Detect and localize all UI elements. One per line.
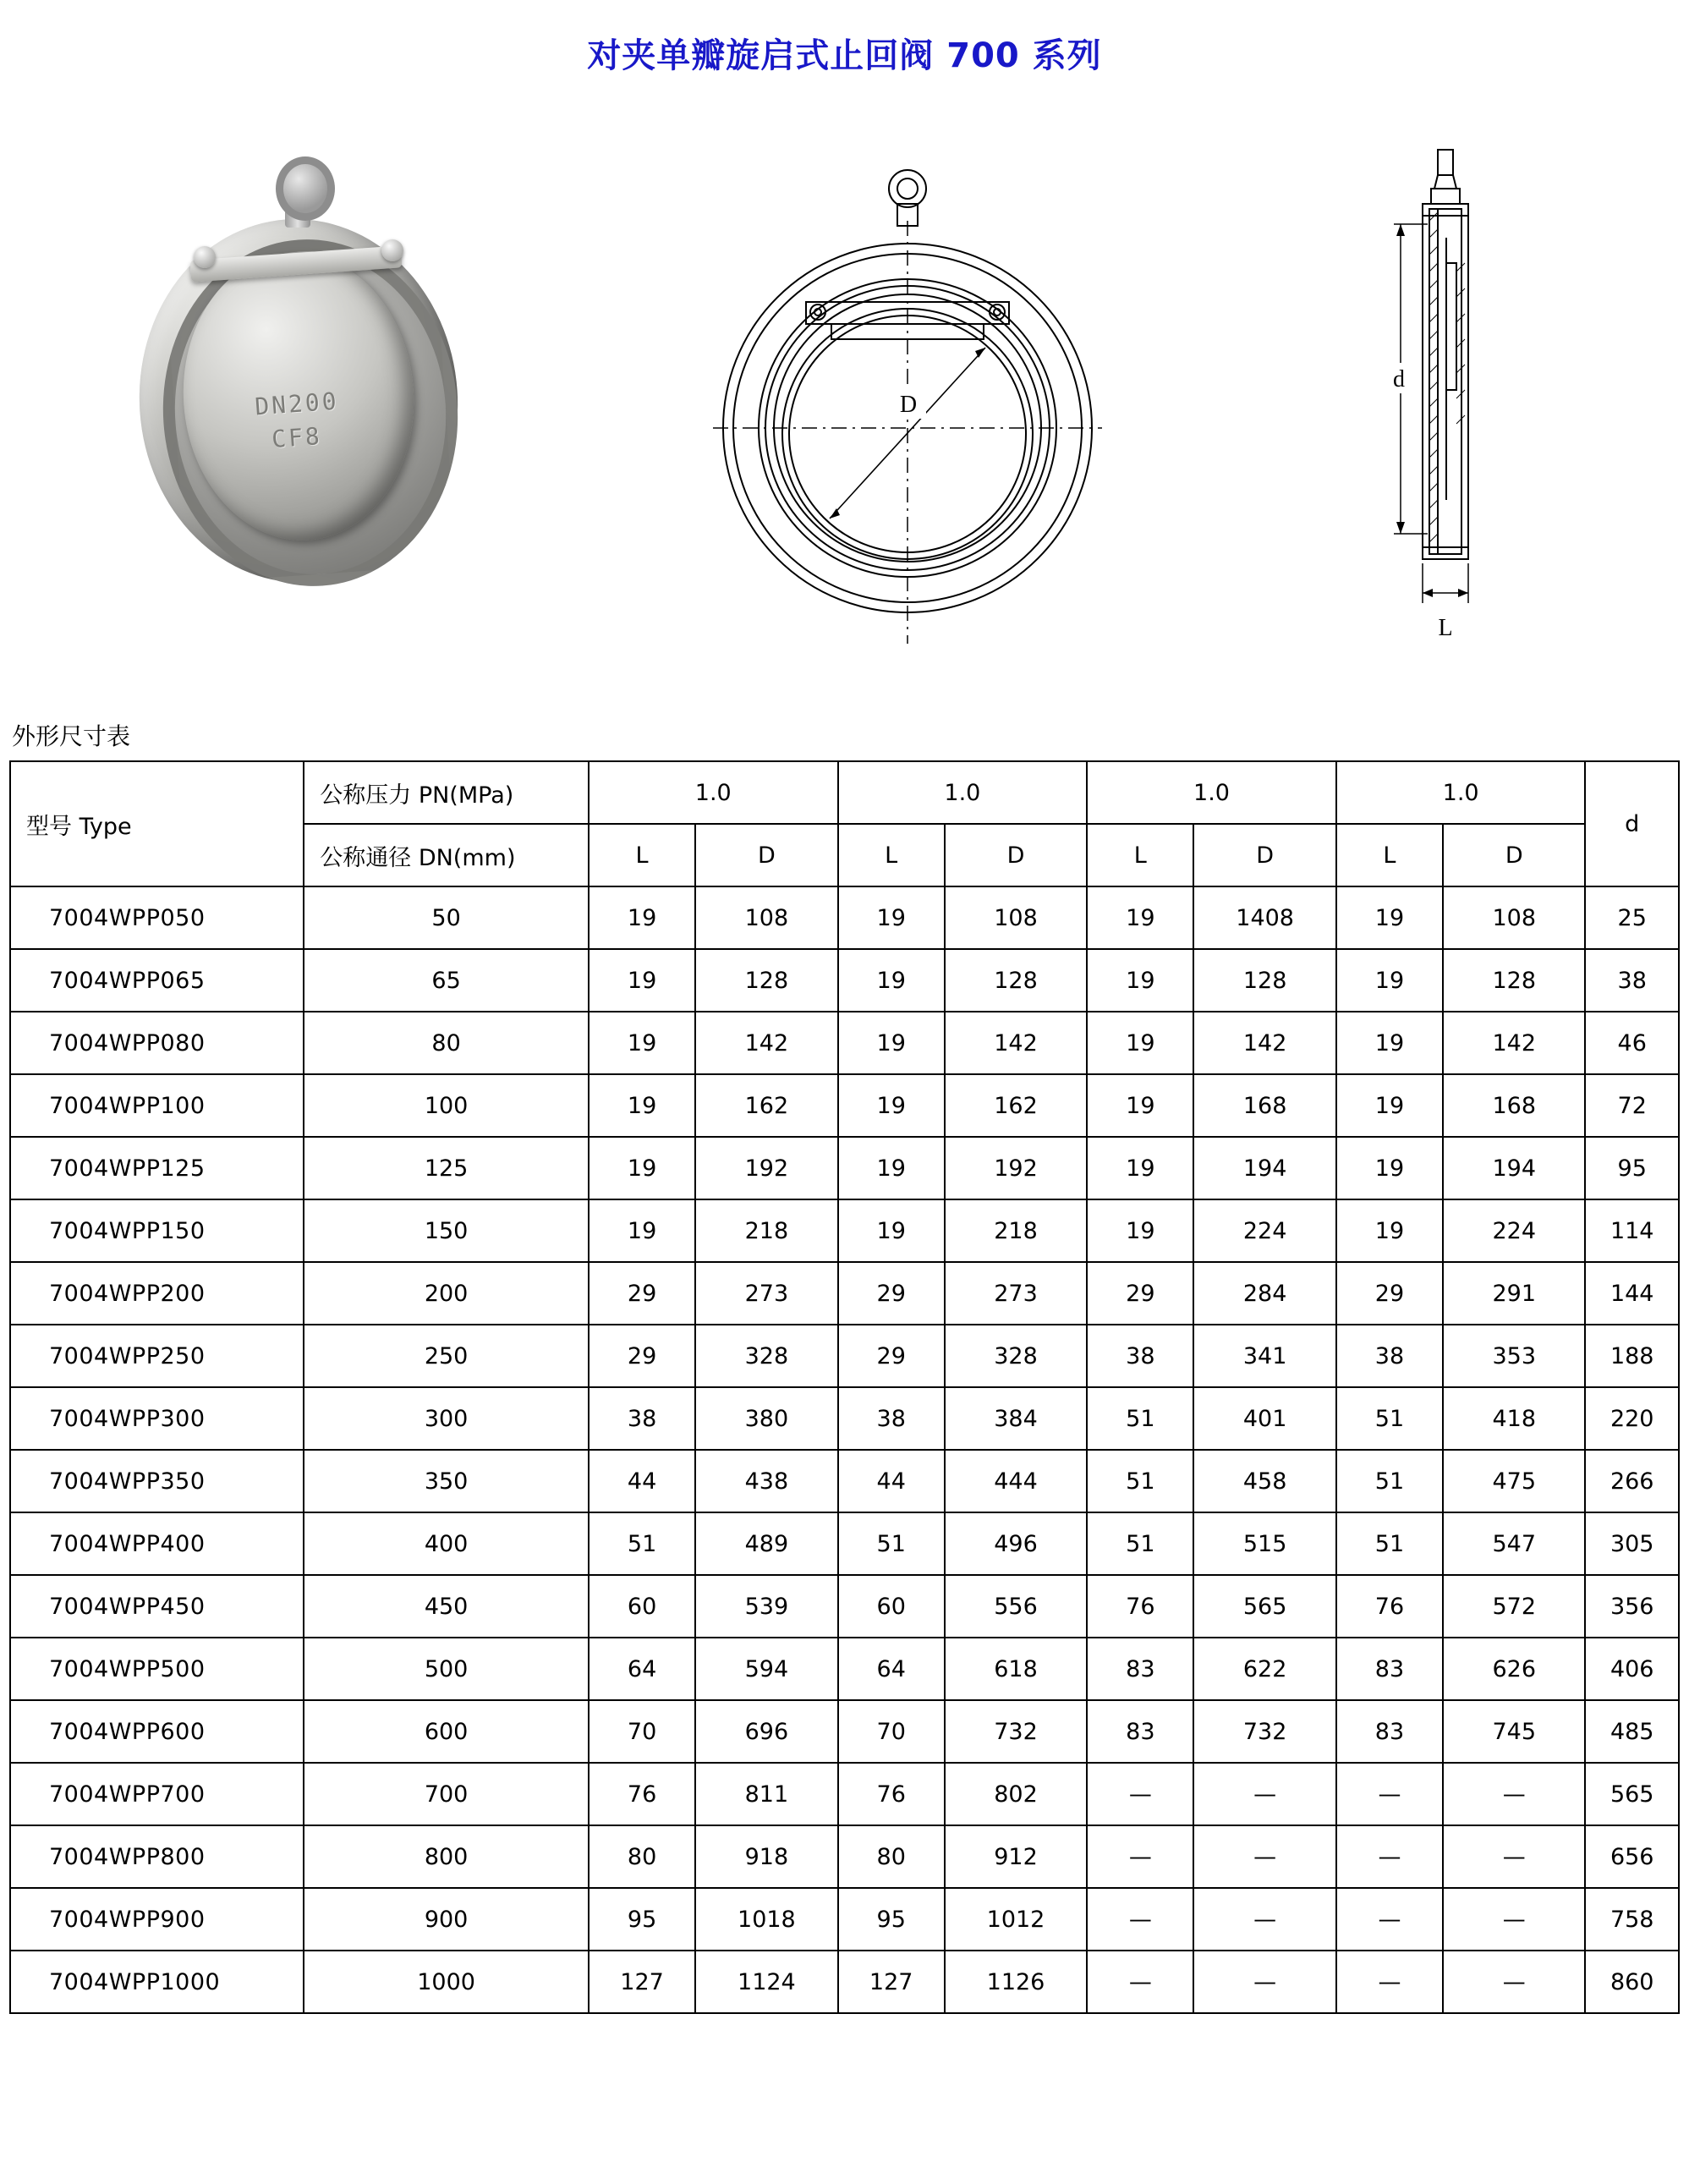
cell-D: 732 <box>945 1700 1087 1763</box>
table-row <box>10 1325 1679 1387</box>
table-row <box>10 1012 1679 1074</box>
side-view-svg <box>1350 136 1561 661</box>
cell-L: 19 <box>838 949 945 1012</box>
cell-D: 458 <box>1193 1450 1335 1512</box>
cell-D: — <box>1443 1888 1585 1951</box>
cell-D: 328 <box>695 1325 837 1387</box>
cell-L: 44 <box>838 1450 945 1512</box>
cell-model: 7004WPP080 <box>10 1012 304 1074</box>
cell-dn: 80 <box>304 1012 589 1074</box>
cell-L: 51 <box>838 1512 945 1575</box>
table-row <box>10 1262 1679 1325</box>
cell-L: 19 <box>1087 886 1193 949</box>
cell-L: 64 <box>838 1638 945 1700</box>
cell-D: 108 <box>1443 886 1585 949</box>
cell-D: 1018 <box>695 1888 837 1951</box>
cell-L: 76 <box>1336 1575 1443 1638</box>
header-pn-group-4: 1.0 <box>1336 761 1586 824</box>
cell-model: 7004WPP600 <box>10 1700 304 1763</box>
table-row <box>10 886 1679 949</box>
cell-L: 19 <box>589 949 695 1012</box>
cell-D: 622 <box>1193 1638 1335 1700</box>
cell-D: 539 <box>695 1575 837 1638</box>
cell-L: 60 <box>838 1575 945 1638</box>
cell-dn: 100 <box>304 1074 589 1137</box>
header-L-2: L <box>838 824 945 886</box>
cell-model: 7004WPP150 <box>10 1199 304 1262</box>
cell-D: — <box>1193 1888 1335 1951</box>
cell-D: 192 <box>695 1137 837 1199</box>
cell-D: 192 <box>945 1137 1087 1199</box>
cell-L: 70 <box>589 1700 695 1763</box>
cell-L: — <box>1336 1951 1443 2013</box>
cell-D: 444 <box>945 1450 1087 1512</box>
cell-L: 51 <box>1087 1450 1193 1512</box>
cell-L: 80 <box>589 1825 695 1888</box>
cell-L: — <box>1087 1951 1193 2013</box>
cell-D: 745 <box>1443 1700 1585 1763</box>
cell-L: 19 <box>1336 1012 1443 1074</box>
cell-dn: 150 <box>304 1199 589 1262</box>
table-row <box>10 1199 1679 1262</box>
front-view-svg <box>705 136 1110 661</box>
side-view-label-d: d <box>1392 366 1405 392</box>
cell-D: — <box>1443 1951 1585 2013</box>
cell-dn: 200 <box>304 1262 589 1325</box>
cell-D: 802 <box>945 1763 1087 1825</box>
cell-L: 83 <box>1336 1700 1443 1763</box>
cell-model: 7004WPP500 <box>10 1638 304 1700</box>
cell-D: 594 <box>695 1638 837 1700</box>
cell-dn: 250 <box>304 1325 589 1387</box>
cell-d: 266 <box>1585 1450 1679 1512</box>
cell-L: — <box>1087 1825 1193 1888</box>
cell-D: 353 <box>1443 1325 1585 1387</box>
cell-L: 29 <box>589 1262 695 1325</box>
cell-D: 1126 <box>945 1951 1087 2013</box>
cell-D: 1408 <box>1193 886 1335 949</box>
cell-D: 912 <box>945 1825 1087 1888</box>
header-dn: 公称通径 DN(mm) <box>304 824 589 886</box>
cell-D: 194 <box>1193 1137 1335 1199</box>
cell-D: — <box>1193 1951 1335 2013</box>
header-type: 型号 Type <box>10 761 304 886</box>
cell-D: 696 <box>695 1700 837 1763</box>
cell-d: 114 <box>1585 1199 1679 1262</box>
cell-L: 127 <box>589 1951 695 2013</box>
cell-L: 44 <box>589 1450 695 1512</box>
cell-D: — <box>1193 1763 1335 1825</box>
cell-D: 273 <box>695 1262 837 1325</box>
cell-D: — <box>1443 1763 1585 1825</box>
cell-d: 38 <box>1585 949 1679 1012</box>
cell-L: 51 <box>1087 1512 1193 1575</box>
cell-model: 7004WPP200 <box>10 1262 304 1325</box>
cell-D: 626 <box>1443 1638 1585 1700</box>
cell-D: 496 <box>945 1512 1087 1575</box>
cell-L: 19 <box>838 1199 945 1262</box>
cell-L: 29 <box>589 1325 695 1387</box>
header-L-1: L <box>589 824 695 886</box>
cell-L: 19 <box>1336 1074 1443 1137</box>
swing-check-valve-photo <box>128 145 466 652</box>
cell-D: 618 <box>945 1638 1087 1700</box>
cell-d: 305 <box>1585 1512 1679 1575</box>
cell-d: 356 <box>1585 1575 1679 1638</box>
cell-D: 168 <box>1443 1074 1585 1137</box>
cell-L: 19 <box>838 1012 945 1074</box>
cell-D: 284 <box>1193 1262 1335 1325</box>
cell-D: 547 <box>1443 1512 1585 1575</box>
cell-d: 485 <box>1585 1700 1679 1763</box>
cell-model: 7004WPP350 <box>10 1450 304 1512</box>
cell-d: 46 <box>1585 1012 1679 1074</box>
cell-model: 7004WPP450 <box>10 1575 304 1638</box>
cell-L: 76 <box>1087 1575 1193 1638</box>
hinge-pin-left <box>194 246 216 268</box>
table-row <box>10 1888 1679 1951</box>
cell-D: 194 <box>1443 1137 1585 1199</box>
cell-d: 565 <box>1585 1763 1679 1825</box>
cell-L: — <box>1336 1825 1443 1888</box>
hinge-pin-right <box>381 239 403 261</box>
table-row <box>10 1700 1679 1763</box>
cell-d: 656 <box>1585 1825 1679 1888</box>
cell-d: 188 <box>1585 1325 1679 1387</box>
cell-D: 515 <box>1193 1512 1335 1575</box>
header-pn-group-2: 1.0 <box>838 761 1088 824</box>
cell-D: — <box>1443 1825 1585 1888</box>
cell-L: 51 <box>1336 1450 1443 1512</box>
cell-L: 19 <box>589 1199 695 1262</box>
cell-dn: 700 <box>304 1763 589 1825</box>
cell-L: 76 <box>838 1763 945 1825</box>
cell-L: 19 <box>1087 1012 1193 1074</box>
cell-D: 224 <box>1443 1199 1585 1262</box>
cell-model: 7004WPP800 <box>10 1825 304 1888</box>
cell-L: 70 <box>838 1700 945 1763</box>
cell-L: 80 <box>838 1825 945 1888</box>
cell-D: 380 <box>695 1387 837 1450</box>
cell-D: 328 <box>945 1325 1087 1387</box>
cell-L: 60 <box>589 1575 695 1638</box>
cell-L: — <box>1087 1763 1193 1825</box>
cell-D: 556 <box>945 1575 1087 1638</box>
cell-dn: 125 <box>304 1137 589 1199</box>
valve-marking-dn: DN200 <box>254 387 340 421</box>
cell-L: 83 <box>1087 1700 1193 1763</box>
cell-L: 19 <box>1087 1074 1193 1137</box>
cell-model: 7004WPP125 <box>10 1137 304 1199</box>
side-view-drawing <box>1350 136 1561 661</box>
cell-D: 273 <box>945 1262 1087 1325</box>
cell-L: 19 <box>1336 1137 1443 1199</box>
cell-D: 142 <box>695 1012 837 1074</box>
cell-D: 384 <box>945 1387 1087 1450</box>
dimensions-table <box>9 760 1680 2014</box>
table-row <box>10 1825 1679 1888</box>
cell-D: 162 <box>945 1074 1087 1137</box>
header-D-2: D <box>945 824 1087 886</box>
cell-L: 127 <box>838 1951 945 2013</box>
cell-D: 162 <box>695 1074 837 1137</box>
cell-L: 51 <box>589 1512 695 1575</box>
cell-L: 19 <box>838 1074 945 1137</box>
cell-D: 128 <box>1193 949 1335 1012</box>
header-D-3: D <box>1193 824 1335 886</box>
cell-L: 19 <box>1087 949 1193 1012</box>
page-title: 对夹单瓣旋启式止回阀 700 系列 <box>587 36 1102 75</box>
cell-D: 489 <box>695 1512 837 1575</box>
table-row <box>10 1763 1679 1825</box>
cell-L: 38 <box>1087 1325 1193 1387</box>
front-view-drawing <box>705 136 1110 661</box>
table-row <box>10 1512 1679 1575</box>
cell-d: 95 <box>1585 1137 1679 1199</box>
cell-model: 7004WPP400 <box>10 1512 304 1575</box>
cell-d: 220 <box>1585 1387 1679 1450</box>
header-pressure: 公称压力 PN(MPa) <box>304 761 589 824</box>
header-D-1: D <box>695 824 837 886</box>
cell-L: 29 <box>838 1325 945 1387</box>
cell-d: 758 <box>1585 1888 1679 1951</box>
table-row <box>10 1575 1679 1638</box>
cell-model: 7004WPP300 <box>10 1387 304 1450</box>
cell-L: — <box>1087 1888 1193 1951</box>
cell-L: 51 <box>1087 1387 1193 1450</box>
cell-L: 95 <box>838 1888 945 1951</box>
cell-L: 51 <box>1336 1512 1443 1575</box>
table-row <box>10 1638 1679 1700</box>
cell-dn: 500 <box>304 1638 589 1700</box>
cell-D: 918 <box>695 1825 837 1888</box>
valve-marking-material: CF8 <box>271 421 324 454</box>
cell-D: 1124 <box>695 1951 837 2013</box>
cell-L: 76 <box>589 1763 695 1825</box>
table-row <box>10 949 1679 1012</box>
cell-D: 811 <box>695 1763 837 1825</box>
cell-D: 128 <box>1443 949 1585 1012</box>
cell-D: 475 <box>1443 1450 1585 1512</box>
cell-L: 83 <box>1087 1638 1193 1700</box>
cell-D: — <box>1193 1825 1335 1888</box>
cell-L: 19 <box>589 1012 695 1074</box>
cell-D: 732 <box>1193 1700 1335 1763</box>
cell-L: 29 <box>1087 1262 1193 1325</box>
cell-dn: 350 <box>304 1450 589 1512</box>
table-row <box>10 1951 1679 2013</box>
cell-dn: 1000 <box>304 1951 589 2013</box>
cell-dn: 900 <box>304 1888 589 1951</box>
cell-d: 144 <box>1585 1262 1679 1325</box>
lifting-ring-icon <box>276 156 335 221</box>
cell-d: 860 <box>1585 1951 1679 2013</box>
cell-L: 29 <box>838 1262 945 1325</box>
cell-L: 19 <box>1336 1199 1443 1262</box>
header-pn-group-3: 1.0 <box>1087 761 1336 824</box>
cell-D: 108 <box>695 886 837 949</box>
header-L-4: L <box>1336 824 1443 886</box>
table-row <box>10 1450 1679 1512</box>
cell-D: 438 <box>695 1450 837 1512</box>
cell-D: 168 <box>1193 1074 1335 1137</box>
figure-row <box>8 94 1681 703</box>
cell-D: 108 <box>945 886 1087 949</box>
cell-L: 19 <box>1336 886 1443 949</box>
table-caption: 外形尺寸表 <box>12 722 131 750</box>
cell-model: 7004WPP250 <box>10 1325 304 1387</box>
cell-D: 1012 <box>945 1888 1087 1951</box>
table-header-row-1 <box>10 761 1679 824</box>
cell-model: 7004WPP1000 <box>10 1951 304 2013</box>
cell-L: 19 <box>1087 1137 1193 1199</box>
table-row <box>10 1387 1679 1450</box>
cell-D: 128 <box>695 949 837 1012</box>
cell-D: 128 <box>945 949 1087 1012</box>
cell-L: 64 <box>589 1638 695 1700</box>
cell-L: 19 <box>589 886 695 949</box>
header-pn-group-1: 1.0 <box>589 761 838 824</box>
table-row <box>10 1137 1679 1199</box>
cell-dn: 300 <box>304 1387 589 1450</box>
cell-dn: 450 <box>304 1575 589 1638</box>
cell-L: 95 <box>589 1888 695 1951</box>
front-view-label-D: D <box>900 392 918 418</box>
cell-D: 224 <box>1193 1199 1335 1262</box>
cell-model: 7004WPP050 <box>10 886 304 949</box>
cell-L: 19 <box>589 1137 695 1199</box>
cell-model: 7004WPP900 <box>10 1888 304 1951</box>
cell-D: 572 <box>1443 1575 1585 1638</box>
cell-D: 418 <box>1443 1387 1585 1450</box>
cell-dn: 600 <box>304 1700 589 1763</box>
cell-L: 29 <box>1336 1262 1443 1325</box>
cell-model: 7004WPP700 <box>10 1763 304 1825</box>
cell-dn: 800 <box>304 1825 589 1888</box>
cell-L: 19 <box>1336 949 1443 1012</box>
cell-D: 142 <box>1443 1012 1585 1074</box>
header-d: d <box>1585 761 1679 886</box>
cell-D: 142 <box>945 1012 1087 1074</box>
cell-L: 19 <box>838 1137 945 1199</box>
cell-D: 565 <box>1193 1575 1335 1638</box>
cell-D: 218 <box>695 1199 837 1262</box>
header-L-3: L <box>1087 824 1193 886</box>
cell-D: 291 <box>1443 1262 1585 1325</box>
table-body <box>10 886 1679 2013</box>
cell-L: 38 <box>1336 1325 1443 1387</box>
cell-L: — <box>1336 1763 1443 1825</box>
side-view-label-L: L <box>1438 615 1453 641</box>
table-row <box>10 1074 1679 1137</box>
cell-L: 51 <box>1336 1387 1443 1450</box>
cell-D: 142 <box>1193 1012 1335 1074</box>
cell-d: 25 <box>1585 886 1679 949</box>
cell-L: 19 <box>1087 1199 1193 1262</box>
cell-D: 218 <box>945 1199 1087 1262</box>
header-D-4: D <box>1443 824 1585 886</box>
cell-L: 19 <box>838 886 945 949</box>
cell-L: — <box>1336 1888 1443 1951</box>
cell-L: 19 <box>589 1074 695 1137</box>
cell-d: 72 <box>1585 1074 1679 1137</box>
cell-model: 7004WPP100 <box>10 1074 304 1137</box>
cell-model: 7004WPP065 <box>10 949 304 1012</box>
cell-dn: 50 <box>304 886 589 949</box>
cell-dn: 65 <box>304 949 589 1012</box>
cell-L: 38 <box>589 1387 695 1450</box>
cell-L: 83 <box>1336 1638 1443 1700</box>
cell-D: 341 <box>1193 1325 1335 1387</box>
cell-d: 406 <box>1585 1638 1679 1700</box>
cell-L: 38 <box>838 1387 945 1450</box>
cell-D: 401 <box>1193 1387 1335 1450</box>
cell-dn: 400 <box>304 1512 589 1575</box>
